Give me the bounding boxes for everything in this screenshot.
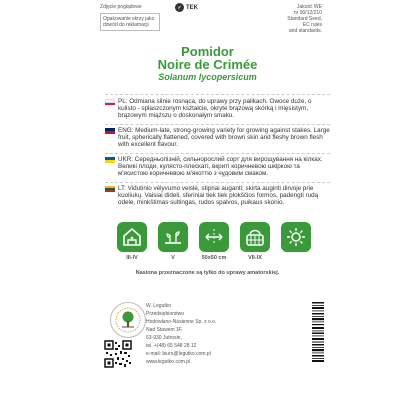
tek-badge xyxy=(175,3,198,12)
quality-line-3: Standard Seed, xyxy=(287,16,322,22)
sowing-period-label: III-IV xyxy=(126,255,138,261)
lithuania-flag-icon xyxy=(105,186,115,192)
planting-period-label: V xyxy=(171,255,175,261)
company-address xyxy=(146,302,256,366)
tek-badge-text: TEK xyxy=(186,4,198,11)
company-line: Hodowlano-Nasienne Sp. z o.o. xyxy=(146,319,217,325)
sun-icon xyxy=(281,222,311,252)
quality-line-2: nr 90/12/210 xyxy=(293,10,322,16)
spacing-icon xyxy=(199,222,229,252)
product-title-line-2: Noire de Crimée xyxy=(157,57,258,72)
description-pl xyxy=(105,98,330,120)
uk-flag-icon xyxy=(105,128,115,134)
harvest-basket-icon xyxy=(240,222,270,252)
description-text-lt: LT: Vidutinio vėlyvumo veislė, stipriai auganti; skirta auginti dirvoje prie kuoliukų. Vaisiai dideli, sferiniai tiek tiek plokščios formos, padengti rudą odele, minkštimas sultingas, rudos spalvos, puikaus skonio. xyxy=(118,185,319,207)
planting-icon xyxy=(158,222,188,252)
company-email: e-mail: biuro@legutko.com.pl xyxy=(146,351,211,357)
description-text-eng: ENG: Medium-late, strong-growing variety for growing against stakes. Large fruit, spherically flattened, covered with brown skin and fleshy brown flesh with excellent flavour. xyxy=(118,127,330,149)
top-right-notes xyxy=(262,4,322,34)
legutko-logo-icon xyxy=(110,302,146,338)
latin-name: Solanum lycopersicum xyxy=(158,72,257,82)
company-phone: tel. +(48) 65 548 28 12 xyxy=(146,343,197,349)
divider xyxy=(105,153,330,154)
divider xyxy=(105,182,330,183)
company-line: Nad Stawem 1F, xyxy=(146,327,183,333)
company-line: W. Legutko xyxy=(146,303,172,309)
poland-flag-icon xyxy=(105,99,115,105)
product-title-line-1: Pomidor xyxy=(181,44,234,59)
description-eng xyxy=(105,127,330,149)
company-line: 63-930 Jutrosin, xyxy=(146,335,182,341)
description-lt xyxy=(105,185,330,207)
divider xyxy=(105,124,330,125)
description-ukr xyxy=(105,156,330,178)
quality-line-5: and standards. xyxy=(288,28,322,34)
illustrative-photo-note: Zdjęcie poglądowe xyxy=(100,4,142,10)
company-website: www.legutko.com.pl xyxy=(146,359,191,365)
ukraine-flag-icon xyxy=(105,157,115,163)
tek-logo-icon: ✓ xyxy=(175,3,184,12)
harvest-period-label: VII-IX xyxy=(248,255,262,261)
top-left-notes xyxy=(100,4,160,31)
greenhouse-sowing-icon xyxy=(117,222,147,252)
complaint-note-box: Opakowanie skrzy jako dowód do reklamacji xyxy=(100,13,160,31)
description-text-pl: PL: Odmiana silnie rosnąca, do uprawy przy palikach. Owoce duże, o kulisto - spłaszczonym kształcie, okryte brązową skórką i mięsistym, brązowym miąższu o doskonałym smaku. xyxy=(118,98,312,120)
cultivation-icon-labels xyxy=(117,255,311,261)
qr-code-icon xyxy=(104,340,132,368)
cultivation-icons xyxy=(117,222,311,252)
description-text-ukr: UKR: Середньопізній, сильнорослий сорт для вирощування на кілках. Великі плоди, кулясто-плескаті, вкриті коричневою шкіркою та м'ясистою коричневою м'якоттю з чудовим смаком. xyxy=(118,156,323,178)
divider xyxy=(105,94,330,95)
spacing-label: 50x50 cm xyxy=(201,255,227,261)
company-line: Przedsiębiorstwo xyxy=(146,311,185,317)
quality-line-1: Jakość WE xyxy=(296,4,322,10)
amateur-use-note: Nasiona przeznaczone są tylko do uprawy amatorskiej. xyxy=(135,270,280,276)
sun-label xyxy=(281,255,311,261)
barcode-icon xyxy=(312,302,324,364)
quality-line-4: EC rules xyxy=(302,22,322,28)
